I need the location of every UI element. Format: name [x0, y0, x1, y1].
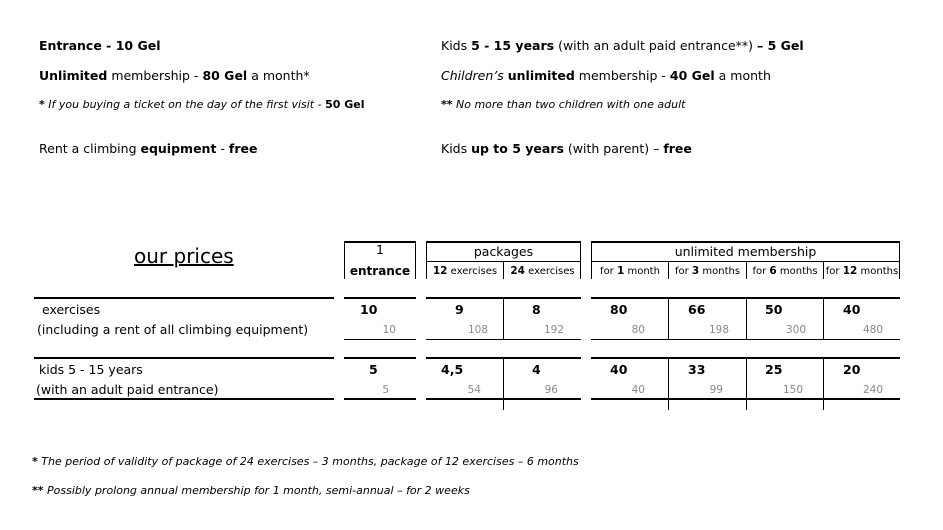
small-kids-mid: (with parent) –	[563, 141, 664, 156]
row-bottom-line	[344, 339, 416, 340]
kids-12-total: 54	[467, 384, 481, 396]
small-kids-info	[441, 141, 692, 156]
unlimited-info	[39, 68, 310, 83]
first-visit-price: 50 Gel	[325, 98, 365, 111]
exercises-12m-total: 480	[862, 324, 883, 336]
kids-age: 5 - 15 years	[471, 38, 555, 53]
footnote-prolong	[32, 484, 470, 497]
kids-3m-total: 99	[709, 384, 723, 396]
exercises-12-price: 9	[455, 302, 464, 317]
header-vline	[503, 262, 504, 279]
exercises-3m-price: 66	[688, 302, 706, 317]
entrance-info	[39, 38, 161, 53]
row-divider	[344, 297, 416, 299]
entrance-col-label: entrance	[349, 264, 411, 278]
row-exercises-sublabel: (including a rent of all climbing equipment)	[37, 322, 309, 337]
children-unlimited: unlimited	[507, 68, 575, 83]
kids-pre: Kids	[441, 38, 472, 53]
exercises-1m-total: 80	[631, 324, 645, 336]
rent-info	[39, 141, 257, 156]
first-visit-text: If you buying a ticket on the day of the first visit -	[44, 98, 326, 111]
kids-3m-price: 33	[688, 362, 706, 377]
exercises-entrance-total: 10	[382, 324, 396, 336]
exercises-6m-price: 50	[765, 302, 783, 317]
exercises-12-total: 108	[467, 324, 488, 336]
kids-sep: –	[757, 38, 768, 53]
kids-price: 5 Gel	[767, 38, 804, 53]
row-divider	[34, 297, 334, 299]
children-price: 40 Gel	[669, 68, 715, 83]
exercises-3m-total: 198	[708, 324, 729, 336]
row-kids-sublabel: (with an adult paid entrance)	[36, 382, 219, 397]
unlimited-price: 80 Gel	[202, 68, 248, 83]
children-pre: Children’s	[441, 68, 508, 83]
small-kids-age: up to 5 years	[471, 141, 564, 156]
packages-12-header: 12 exercises	[432, 265, 498, 277]
unlimited-mid: membership -	[107, 68, 203, 83]
unlimited-1m-header: for 1 month	[600, 265, 660, 277]
kids-6m-price: 25	[765, 362, 783, 377]
small-kids-price: free	[663, 141, 692, 156]
entrance-price: 10 Gel	[115, 38, 161, 53]
kids-24-total: 96	[544, 384, 558, 396]
cell-vline	[668, 298, 669, 340]
cell-vline	[668, 358, 669, 410]
prices-title: our prices	[134, 244, 234, 268]
children-tail: a month	[714, 68, 771, 83]
rent-pre: Rent a climbing	[39, 141, 141, 156]
unlimited-6m-header: for 6 months	[752, 265, 818, 277]
rent-price: free	[228, 141, 258, 156]
kids-info	[441, 38, 804, 53]
footnote-1-text: The period of validity of package of 24 exercises – 3 months, package of 12 exercises – 6 months	[37, 455, 579, 468]
row-divider	[34, 357, 334, 359]
exercises-entrance-price: 10	[360, 302, 378, 317]
entrance-label: Entrance	[39, 38, 102, 53]
cell-vline	[503, 358, 504, 410]
kids-mid: (with an adult paid entrance**)	[554, 38, 757, 53]
first-visit-star: *	[39, 98, 45, 111]
footnote-2-star: **	[32, 484, 44, 497]
cell-vline	[503, 298, 504, 340]
row-kids-label: kids 5 - 15 years	[39, 362, 143, 377]
cell-vline	[746, 358, 747, 410]
row-bottom-line	[344, 398, 416, 400]
exercises-24-price: 8	[532, 302, 541, 317]
kids-entrance-price: 5	[369, 362, 378, 377]
cell-vline	[823, 298, 824, 340]
kids-24-price: 4	[532, 362, 541, 377]
entrance-col-number: 1	[376, 242, 384, 257]
footnote-2-text: Possibly prolong annual membership for 1 month, semi-annual – for 2 weeks	[43, 484, 470, 497]
header-line-unlimited	[591, 241, 900, 243]
rent-equipment: equipment	[140, 141, 217, 156]
exercises-12m-price: 40	[843, 302, 861, 317]
unlimited-label: Unlimited	[39, 68, 108, 83]
row-exercises-label: exercises	[42, 302, 101, 317]
first-visit-info	[39, 98, 364, 111]
small-kids-pre: Kids	[441, 141, 472, 156]
rent-sep: -	[216, 141, 229, 156]
footnote-validity	[32, 455, 579, 468]
exercises-1m-price: 80	[610, 302, 628, 317]
kids-6m-total: 150	[782, 384, 803, 396]
kids-1m-total: 40	[631, 384, 645, 396]
cell-vline	[823, 358, 824, 410]
header-line-packages	[426, 241, 581, 243]
unlimited-col-title: unlimited membership	[674, 244, 817, 259]
exercises-24-total: 192	[543, 324, 564, 336]
limit-text: No more than two children with one adult	[452, 98, 686, 111]
unlimited-3m-header: for 3 months	[674, 265, 741, 277]
packages-col-title: packages	[473, 244, 534, 259]
entrance-sep: -	[101, 38, 116, 53]
cell-vline	[746, 298, 747, 340]
unlimited-tail: a month*	[247, 68, 310, 83]
footnote-1-star: *	[32, 455, 38, 468]
unlimited-12m-header: for 12 months	[825, 265, 899, 277]
kids-1m-price: 40	[610, 362, 628, 377]
kids-entrance-total: 5	[382, 384, 389, 396]
children-info	[441, 68, 771, 83]
exercises-6m-total: 300	[785, 324, 806, 336]
kids-12m-total: 240	[862, 384, 883, 396]
limit-info	[441, 98, 685, 111]
children-mid: membership -	[574, 68, 670, 83]
row-divider	[344, 357, 416, 359]
packages-24-header: 24 exercises	[510, 265, 575, 277]
row-bottom-line	[34, 398, 334, 400]
kids-12-price: 4,5	[441, 362, 464, 377]
kids-12m-price: 20	[843, 362, 861, 377]
limit-star: **	[441, 98, 453, 111]
